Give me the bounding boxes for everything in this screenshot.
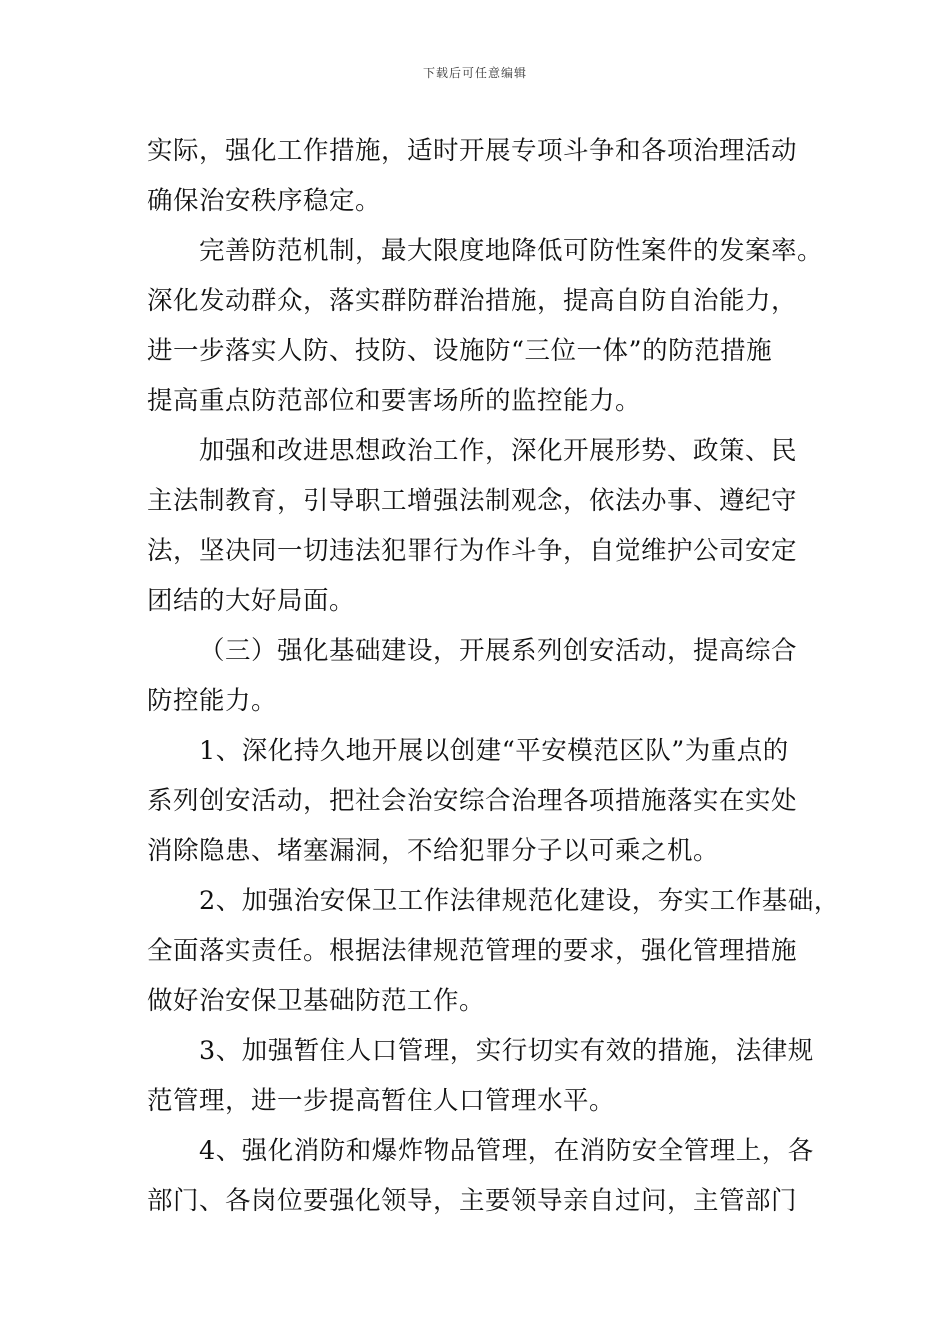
text-line: 全面落实责任。根据法律规范管理的要求，强化管理措施 xyxy=(147,936,798,966)
list-item-3 xyxy=(147,1026,827,1126)
text-line: 法，坚决同一切违法犯罪行为作斗争，自觉维护公司安定 xyxy=(147,536,798,566)
text-line: 2、加强治安保卫工作法律规范化建设，夯实工作基础， xyxy=(199,886,840,916)
text-line: 系列创安活动，把社会治安综合治理各项措施落实在实处 xyxy=(147,786,798,816)
text-line: 团结的大好局面。 xyxy=(147,586,356,616)
text-line: 3、加强暂住人口管理，实行切实有效的措施，法律规 xyxy=(199,1036,814,1066)
text-line: 确保治安秩序稳定。 xyxy=(147,186,382,216)
text-line: （三）强化基础建设，开展系列创安活动，提高综合 xyxy=(199,636,798,666)
text-line: 实际，强化工作措施，适时开展专项斗争和各项治理活动 xyxy=(147,136,798,166)
text-line: 防控能力。 xyxy=(147,686,278,716)
paragraph-3 xyxy=(147,426,827,626)
text-line: 范管理，进一步提高暂住人口管理水平。 xyxy=(147,1086,616,1116)
paragraph-1 xyxy=(147,126,827,226)
text-line: 进一步落实人防、技防、设施防“三位一体”的防范措施 xyxy=(147,336,773,366)
text-line: 消除隐患、堵塞漏洞，不给犯罪分子以可乘之机。 xyxy=(147,836,720,866)
text-line: 做好治安保卫基础防范工作。 xyxy=(147,986,486,1016)
list-item-2 xyxy=(147,876,840,1026)
page-header: 下载后可任意编辑 xyxy=(422,66,527,80)
section-heading-3 xyxy=(147,626,827,726)
text-line: 1、深化持久地开展以创建“平安模范区队”为重点的 xyxy=(199,736,789,766)
list-item-1 xyxy=(147,726,827,876)
document-body xyxy=(147,126,840,1226)
text-line: 主法制教育，引导职工增强法制观念，依法办事、遵纪守 xyxy=(147,486,798,516)
text-line: 提高重点防范部位和要害场所的监控能力。 xyxy=(147,386,642,416)
text-line: 部门、各岗位要强化领导，主要领导亲自过问，主管部门 xyxy=(147,1186,798,1216)
text-line: 4、强化消防和爆炸物品管理，在消防安全管理上，各 xyxy=(199,1136,814,1166)
list-item-4 xyxy=(147,1126,827,1226)
text-line: 深化发动群众，落实群防群治措施，提高自防自治能力， xyxy=(147,286,798,316)
text-line: 加强和改进思想政治工作，深化开展形势、政策、民 xyxy=(199,436,798,466)
paragraph-2 xyxy=(147,226,827,426)
text-line: 完善防范机制，最大限度地降低可防性案件的发案率。 xyxy=(199,236,824,266)
